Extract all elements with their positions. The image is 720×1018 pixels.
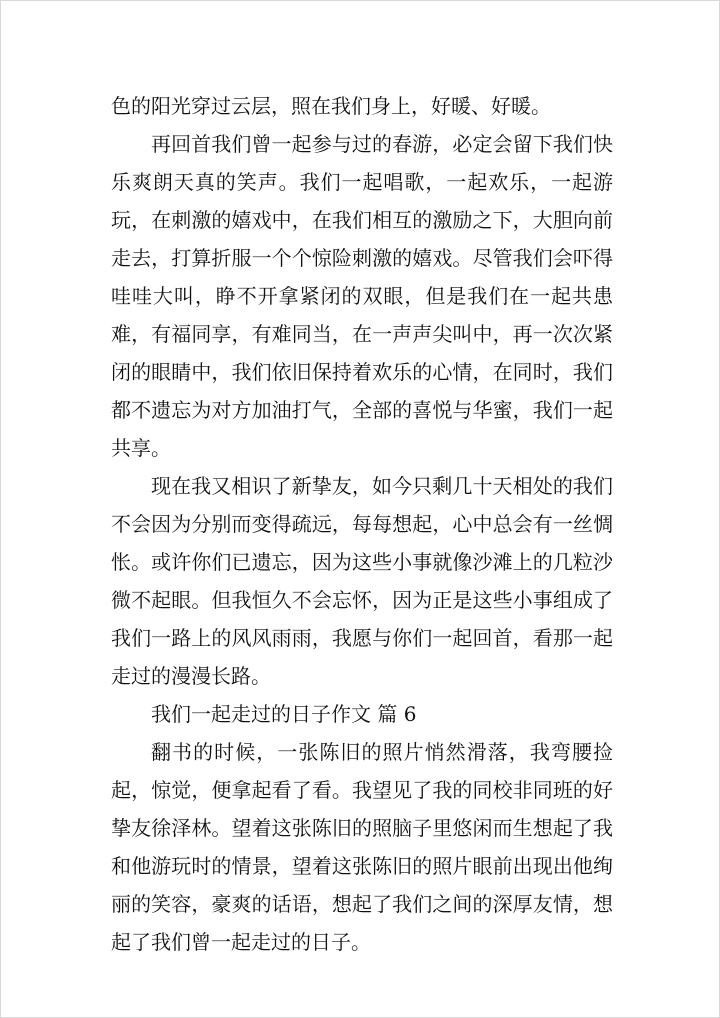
document-body — [111, 87, 613, 961]
paragraph-new-friends: 现在我又相识了新挚友，如今只剩几十天相处的我们不会因为分别而变得疏远，每每想起，心中总会有一丝惆怅。或许你们已遗忘，因为这些小事就像沙滩上的几粒沙微不起眼。但我恒久不会忘怀，因为正是这些小事组成了我们一路上的风风雨雨，我愿与你们一起回首，看那一起走过的漫漫长路。 — [111, 474, 613, 688]
paragraph-old-photo: 翻书的时候，一张陈旧的照片悄然滑落，我弯腰捡起，惊觉，便拿起看了看。我望见了我的同校非同班的好挚友徐泽林。望着这张陈旧的照脑子里悠闲而生想起了我和他游玩时的情景，望着这张陈旧的照片眼前出现出他绚丽的笑容，豪爽的话语，想起了我们之间的深厚友情，想起了我们曾一起走过的日子。 — [111, 740, 613, 954]
paragraph-spring-outing: 再回首我们曾一起参与过的春游，必定会留下我们快乐爽朗天真的笑声。我们一起唱歌，一起欢乐，一起游玩，在刺激的嬉戏中，在我们相互的激励之下，大胆向前走去，打算折服一个个惊险刺激的嬉戏。尽管我们会吓得哇哇大叫，睁不开拿紧闭的双眼，但是我们在一起共患难，有福同享，有难同当，在一声声尖叫中，再一次次紧闭的眼睛中，我们依旧保持着欢乐的心情，在同时，我们都不遗忘为对方加油打气，全部的喜悦与华蜜，我们一起共享。 — [111, 132, 613, 460]
paragraph-continuation: 色的阳光穿过云层，照在我们身上，好暖、好暖。 — [111, 94, 551, 118]
section-heading: 我们一起走过的日子作文 篇 6 — [151, 702, 417, 726]
